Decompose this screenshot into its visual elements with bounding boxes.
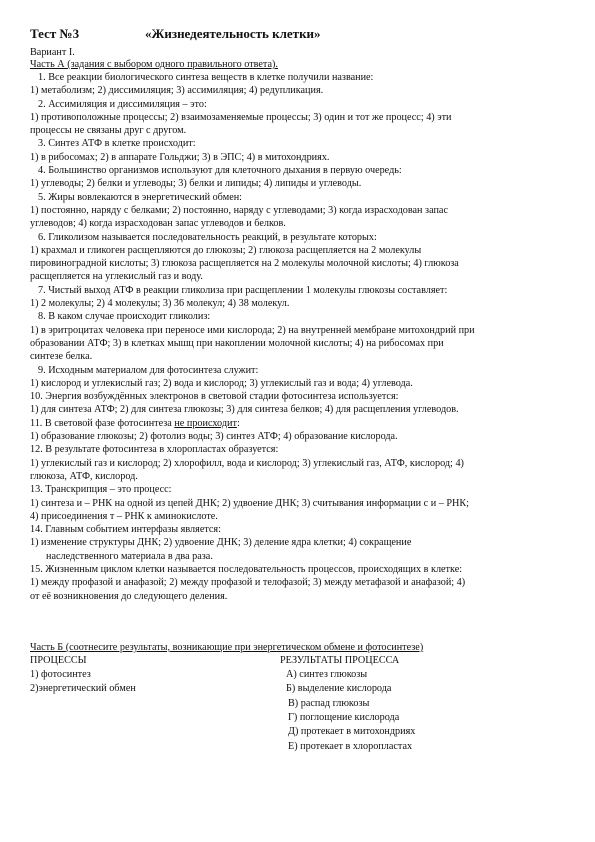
processes-header: ПРОЦЕССЫ [30, 654, 87, 666]
answer-options: 1) постоянно, наряду с белками; 2) постоянно, наряду с углеводами; 3) когда израсходован запас [30, 204, 448, 216]
answer-options: 1) изменение структуры ДНК; 2) удвоение ДНК; 3) деление ядра клетки; 4) сокращение [30, 537, 412, 549]
question-text: 4. Большинство организмов используют для клеточного дыхания в первую очередь: [38, 165, 402, 177]
answer-options: 1) 2 молекулы; 2) 4 молекулы; 3) 36 молекул; 4) 38 молекул. [30, 298, 290, 310]
variant-label: Вариант I. [30, 47, 75, 58]
question-text: 14. Главным событием интерфазы является: [30, 524, 221, 536]
result-item: Б) выделение кислорода [286, 683, 392, 695]
process-item: 2)энергетический обмен [30, 683, 136, 695]
question-text: 9. Исходным материалом для фотосинтеза служит: [38, 364, 259, 376]
answer-options: углеводов; 4) когда израсходован запас углеводов и белков. [30, 218, 286, 230]
test-subtitle: «Жизнедеятельность клетки» [145, 26, 321, 41]
answer-options: 1) образование глюкозы; 2) фотолиз воды; 3) синтез АТФ; 4) образование кислорода. [30, 431, 398, 443]
matching-table [30, 654, 559, 754]
answer-options: 1) синтеза и – РНК на одной из цепей ДНК; 2) удвоение ДНК; 3) считывания информации с и – РНК; [30, 497, 470, 509]
answer-options: глюкоза, АТФ, кислород. [30, 470, 138, 482]
question-text: 13. Транскрипция – это процесс: [30, 484, 172, 496]
result-item: Д) протекает в митохондриях [288, 726, 416, 738]
answer-options: синтезе белка. [30, 351, 93, 363]
test-title: Тест №3 [30, 26, 80, 41]
question-text: 3. Синтез АТФ в клетке происходит: [38, 138, 196, 150]
answer-options: 1) углеводы; 2) белки и углеводы; 3) белки и липиды; 4) липиды и углеводы. [30, 178, 362, 190]
answer-options: от её возникновения до следующего деления. [30, 590, 228, 602]
answer-options: пировиноградной кислоты; 3) глюкоза расщепляется на 2 молекулы молочной кислоты; 4) глюкоза [30, 258, 459, 270]
question-text: 10. Энергия возбуждённых электронов в световой стадии фотосинтеза используется: [30, 391, 399, 403]
question-text: 7. Чистый выход АТФ в реакции гликолиза при расщеплении 1 молекулы глюкозы составляет: [38, 284, 448, 296]
question-text: 8. В каком случае происходит гликолиз: [38, 311, 211, 323]
question-text: 11. В световой фазе фотосинтеза не происходит: [30, 417, 240, 429]
process-item: 1) фотосинтез [30, 669, 91, 681]
question-text: 6. Гликолизом называется последовательность реакций, в результате которых: [38, 231, 377, 243]
answer-options: 1) кислород и углекислый газ; 2) вода и кислород; 3) углекислый газ и вода; 4) углевода. [30, 377, 413, 389]
answer-options: 1) в эритроцитах человека при переносе ими кислорода; 2) на внутренней мембране митохондрий при [30, 324, 475, 336]
question-text: 1. Все реакции биологического синтеза веществ в клетке получили название: [38, 72, 374, 83]
questions-part-a [30, 71, 559, 390]
answer-options: наследственного материала в два раза. [46, 550, 213, 562]
question-text: 12. В результате фотосинтеза в хлоропластах образуется: [30, 444, 279, 456]
result-item: Г) поглощение кислорода [288, 712, 400, 724]
result-item: Е) протекает в хлоропластах [288, 740, 413, 752]
answer-options: процессы не связаны друг с другом. [30, 125, 187, 137]
answer-options: 1) между профазой и анафазой; 2) между профазой и телофазой; 3) между метафазой и анафазой; 4) [30, 577, 466, 589]
answer-options: 1) для синтеза АТФ; 2) для синтеза глюкозы; 3) для синтеза белков; 4) для расщепления углеводов. [30, 404, 459, 416]
header [30, 26, 559, 45]
answer-options: образовании АТФ; 3) в клетках мышц при накоплении молочной кислоты; 4) на рибосомах при [30, 337, 444, 349]
answer-options: 1) метаболизм; 2) диссимиляция; 3) ассимиляция; 4) редупликация. [30, 85, 324, 97]
emphasis-underline: не происходит [174, 417, 237, 429]
question-text: 15. Жизненным циклом клетки называется последовательность процессов, происходящих в клетке: [30, 563, 463, 575]
questions-part-a-continued [30, 390, 559, 603]
results-header: РЕЗУЛЬТАТЫ ПРОЦЕССА [280, 654, 400, 666]
result-item: В) распад глюкозы [288, 697, 370, 709]
answer-options: 1) противоположные процессы; 2) взаимозаменяемые процессы; 3) один и тот же процесс; 4) эти [30, 111, 452, 123]
result-item: А) синтез глюкозы [286, 669, 368, 681]
part-b-heading: Часть Б (соотнесите результаты, возникающие при энергетическом обмене и фотосинтезе) [30, 641, 424, 653]
answer-options: 1) углекислый газ и кислород; 2) хлорофилл, вода и кислород; 3) углекислый газ, АТФ, кислород; 4) [30, 457, 464, 469]
question-text: 2. Ассимиляция и диссимиляция – это: [38, 98, 207, 110]
question-text: 5. Жиры вовлекаются в энергетический обмен: [38, 191, 243, 203]
answer-options: 1) в рибосомах; 2) в аппарате Гольджи; 3) в ЭПС; 4) в митохондриях. [30, 151, 330, 163]
answer-options: 4) присоединения т – РНК к аминокислоте. [30, 510, 218, 522]
answer-options: 1) крахмал и гликоген расщепляются до глюкозы; 2) глюкоза расщепляется на 2 молекулы [30, 244, 422, 256]
answer-options: расщепляется на углекислый газ и воду. [30, 271, 203, 283]
part-a-heading: Часть А (задания с выбором одного правильного ответа). [30, 59, 278, 70]
